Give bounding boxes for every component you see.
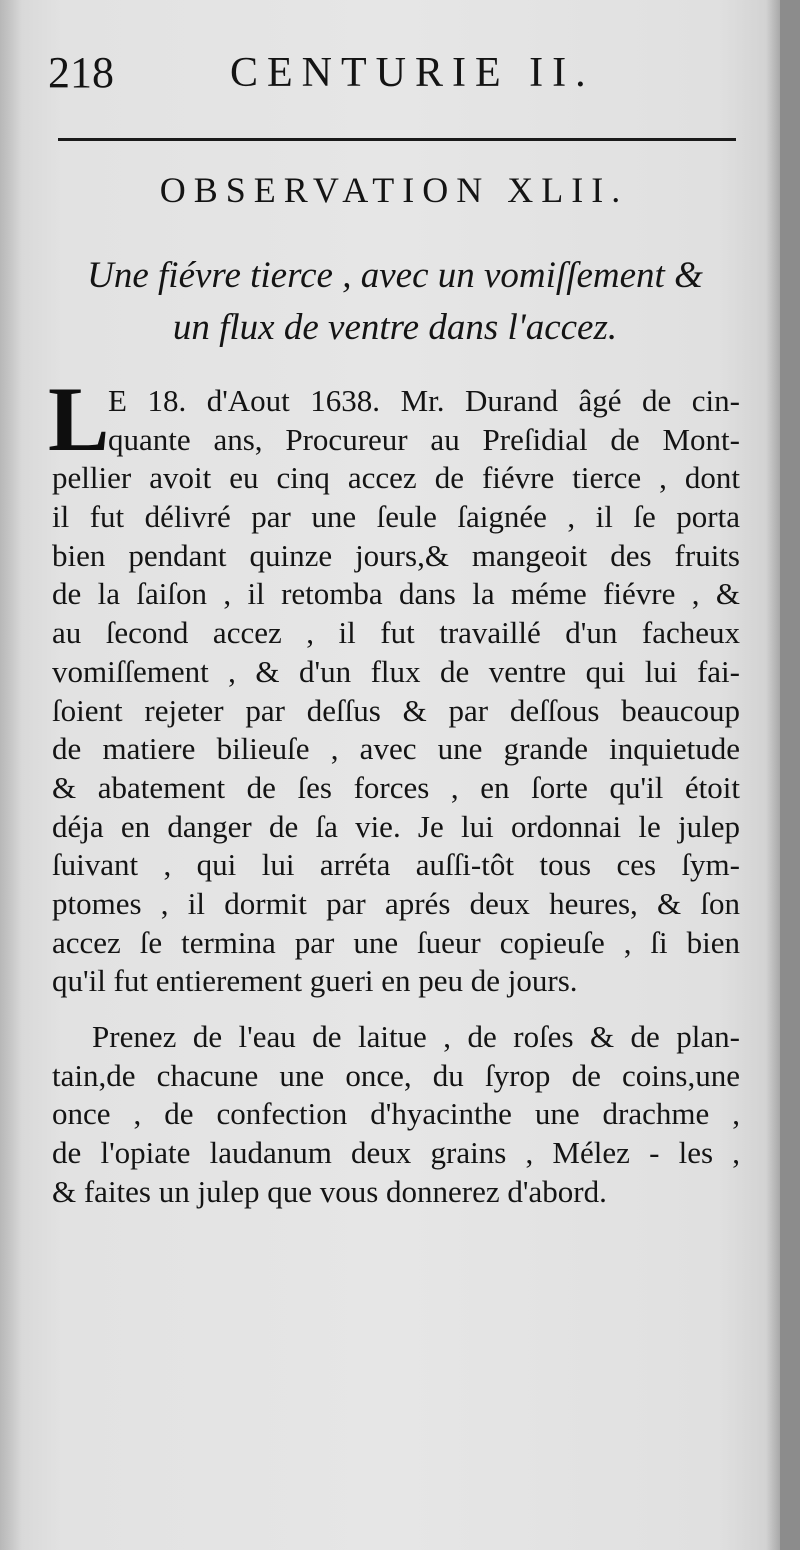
paragraph-1 (52, 382, 740, 1001)
text-line: de matiere bilieuſe , avec une grande inquietude (52, 731, 740, 767)
page-gutter-shadow (0, 0, 22, 1550)
text-line: au ſecond accez , il fut travaillé d'un facheux (52, 615, 740, 651)
text-line: tain,de chacune une once, du ſyrop de coins,une (52, 1057, 740, 1093)
subtitle-line-1: Une fiévre tierce , avec un vomiſſement & (87, 255, 703, 296)
running-title: CENTURIE II. (230, 50, 595, 96)
text-line: il fut délivré par une ſeule ſaignée , il ſe porta (52, 499, 740, 535)
text-line: ptomes , il dormit par aprés deux heures, & ſon (52, 885, 740, 921)
page-number: 218 (48, 48, 114, 97)
text-line: accez ſe termina par une ſueur copieuſe , ſi bien (52, 924, 740, 960)
text-line: Prenez de l'eau de laitue , de roſes & de plan- (92, 1019, 740, 1054)
text-line: E 18. d'Aout 1638. Mr. Durand âgé de cin- (108, 383, 740, 418)
text-line: & faites un julep que vous donnerez d'abord. (52, 1173, 607, 1209)
text-line: bien pendant quinze jours,& mangeoit des fruits (52, 537, 740, 573)
text-line: & abatement de ſes forces , en ſorte qu'il étoit (52, 769, 740, 805)
text-line: de l'opiate laudanum deux grains , Mélez - les , (52, 1135, 740, 1171)
header-rule (58, 138, 736, 141)
subtitle-line-2: un flux de ventre dans l'accez. (172, 307, 618, 348)
text-line: ſuivant , qui lui arréta auſſi-tôt tous ces ſym- (52, 847, 740, 883)
text-line: quante ans, Procureur au Preſidial de Mont- (108, 421, 740, 457)
text-line: ſoient rejeter par deſſus & par deſſous beaucoup (52, 692, 740, 728)
page-edge-shadow (766, 0, 780, 1550)
text-line: vomiſſement , & d'un flux de ventre qui lui fai- (52, 653, 740, 689)
text-line: de la ſaiſon , il retomba dans la méme fiévre , & (52, 576, 740, 612)
observation-heading: OBSERVATION XLII. (159, 170, 629, 210)
text-line: qu'il fut entierement gueri en peu de jours. (52, 963, 578, 999)
observation-subtitle (40, 250, 750, 354)
text-line: pellier avoit eu cinq accez de fiévre tierce , dont (52, 460, 740, 496)
text-line: déja en danger de ſa vie. Je lui ordonnai le julep (52, 808, 740, 844)
running-head (48, 48, 608, 98)
text-line: once , de confection d'hyacinthe une drachme , (52, 1096, 740, 1132)
paragraph-2 (52, 1018, 740, 1211)
drop-cap: L (48, 368, 110, 470)
